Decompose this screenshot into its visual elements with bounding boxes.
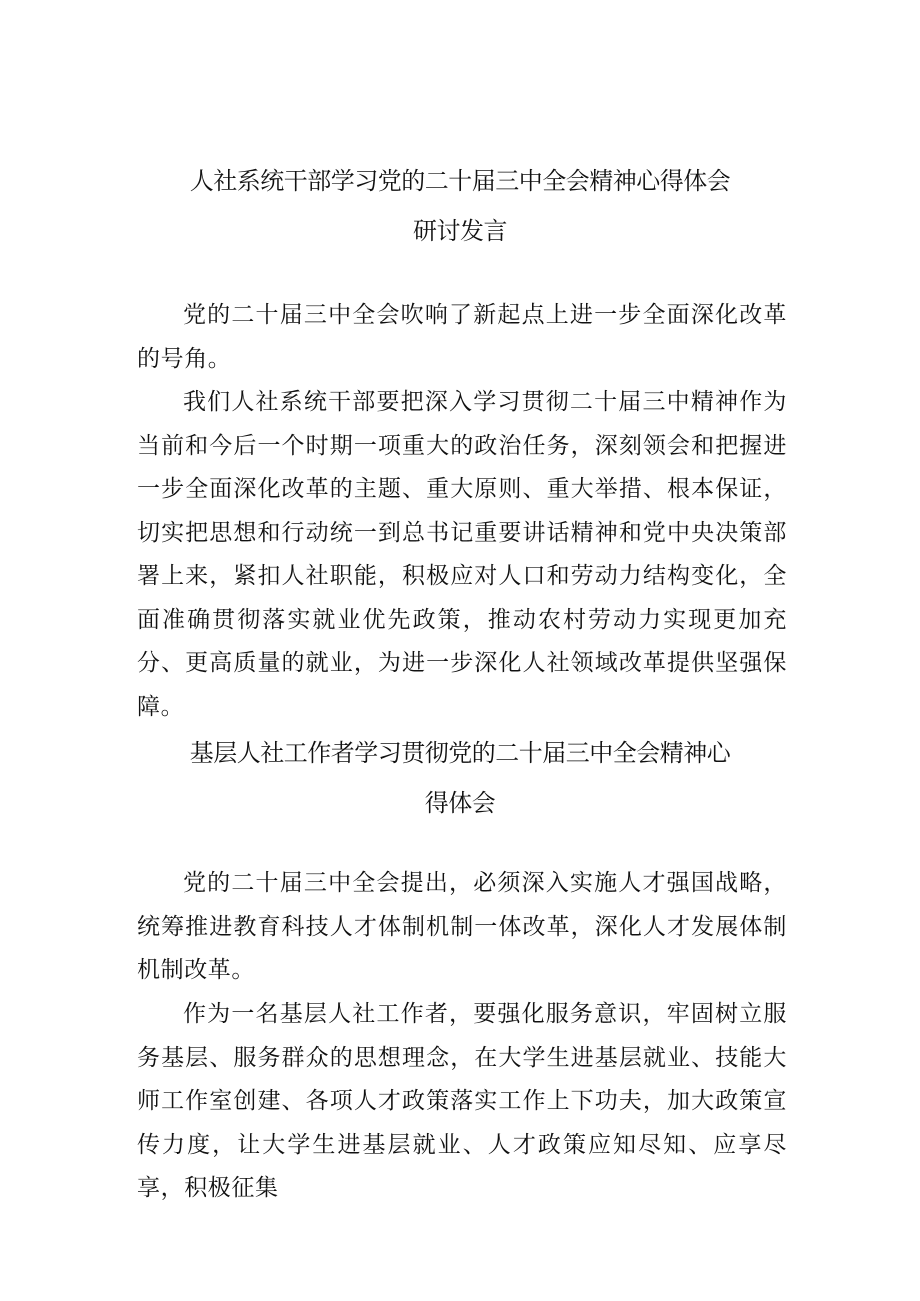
section1-title-line1: 人社系统干部学习党的二十届三中全会精神心得体会 xyxy=(189,167,731,195)
section2-paragraph-1: 党的二十届三中全会提出，必须深入实施人才强国战略，统筹推进教育科技人才体制机制一体改革，深化人才发展体制机制改革。 xyxy=(137,870,787,983)
section2-title-line1: 基层人社工作者学习贯彻党的二十届三中全会精神心 xyxy=(189,739,731,767)
section2-paragraph-2: 作为一名基层人社工作者，要强化服务意识，牢固树立服务基层、服务群众的思想理念，在大学生进基层就业、技能大师工作室创建、各项人才政策落实工作上下功夫，加大政策宣传力度，让大学生进基层就业、人才政策应知尽知、应享尽享，积极征集 xyxy=(137,1001,787,1201)
section1-paragraph-1: 党的二十届三中全会吹响了新起点上进一步全面深化改革的号角。 xyxy=(137,302,787,372)
section2-title-line2: 得体会 xyxy=(424,789,496,817)
section1-paragraph-2: 我们人社系统干部要把深入学习贯彻二十届三中精神作为当前和今后一个时期一项重大的政治任务，深刻领会和把握进一步全面深化改革的主题、重大原则、重大举措、根本保证，切实把思想和行动统一到总书记重要讲话精神和党中央决策部署上来，紧扣人社职能，积极应对人口和劳动力结构变化，全面准确贯彻落实就业优先政策，推动农村劳动力实现更加充分、更高质量的就业，为进一步深化人社领域改革提供坚强保障。 xyxy=(137,389,787,720)
section1-title-line2: 研讨发言 xyxy=(413,217,507,245)
section1-title xyxy=(0,156,920,256)
section2-title xyxy=(0,728,920,828)
